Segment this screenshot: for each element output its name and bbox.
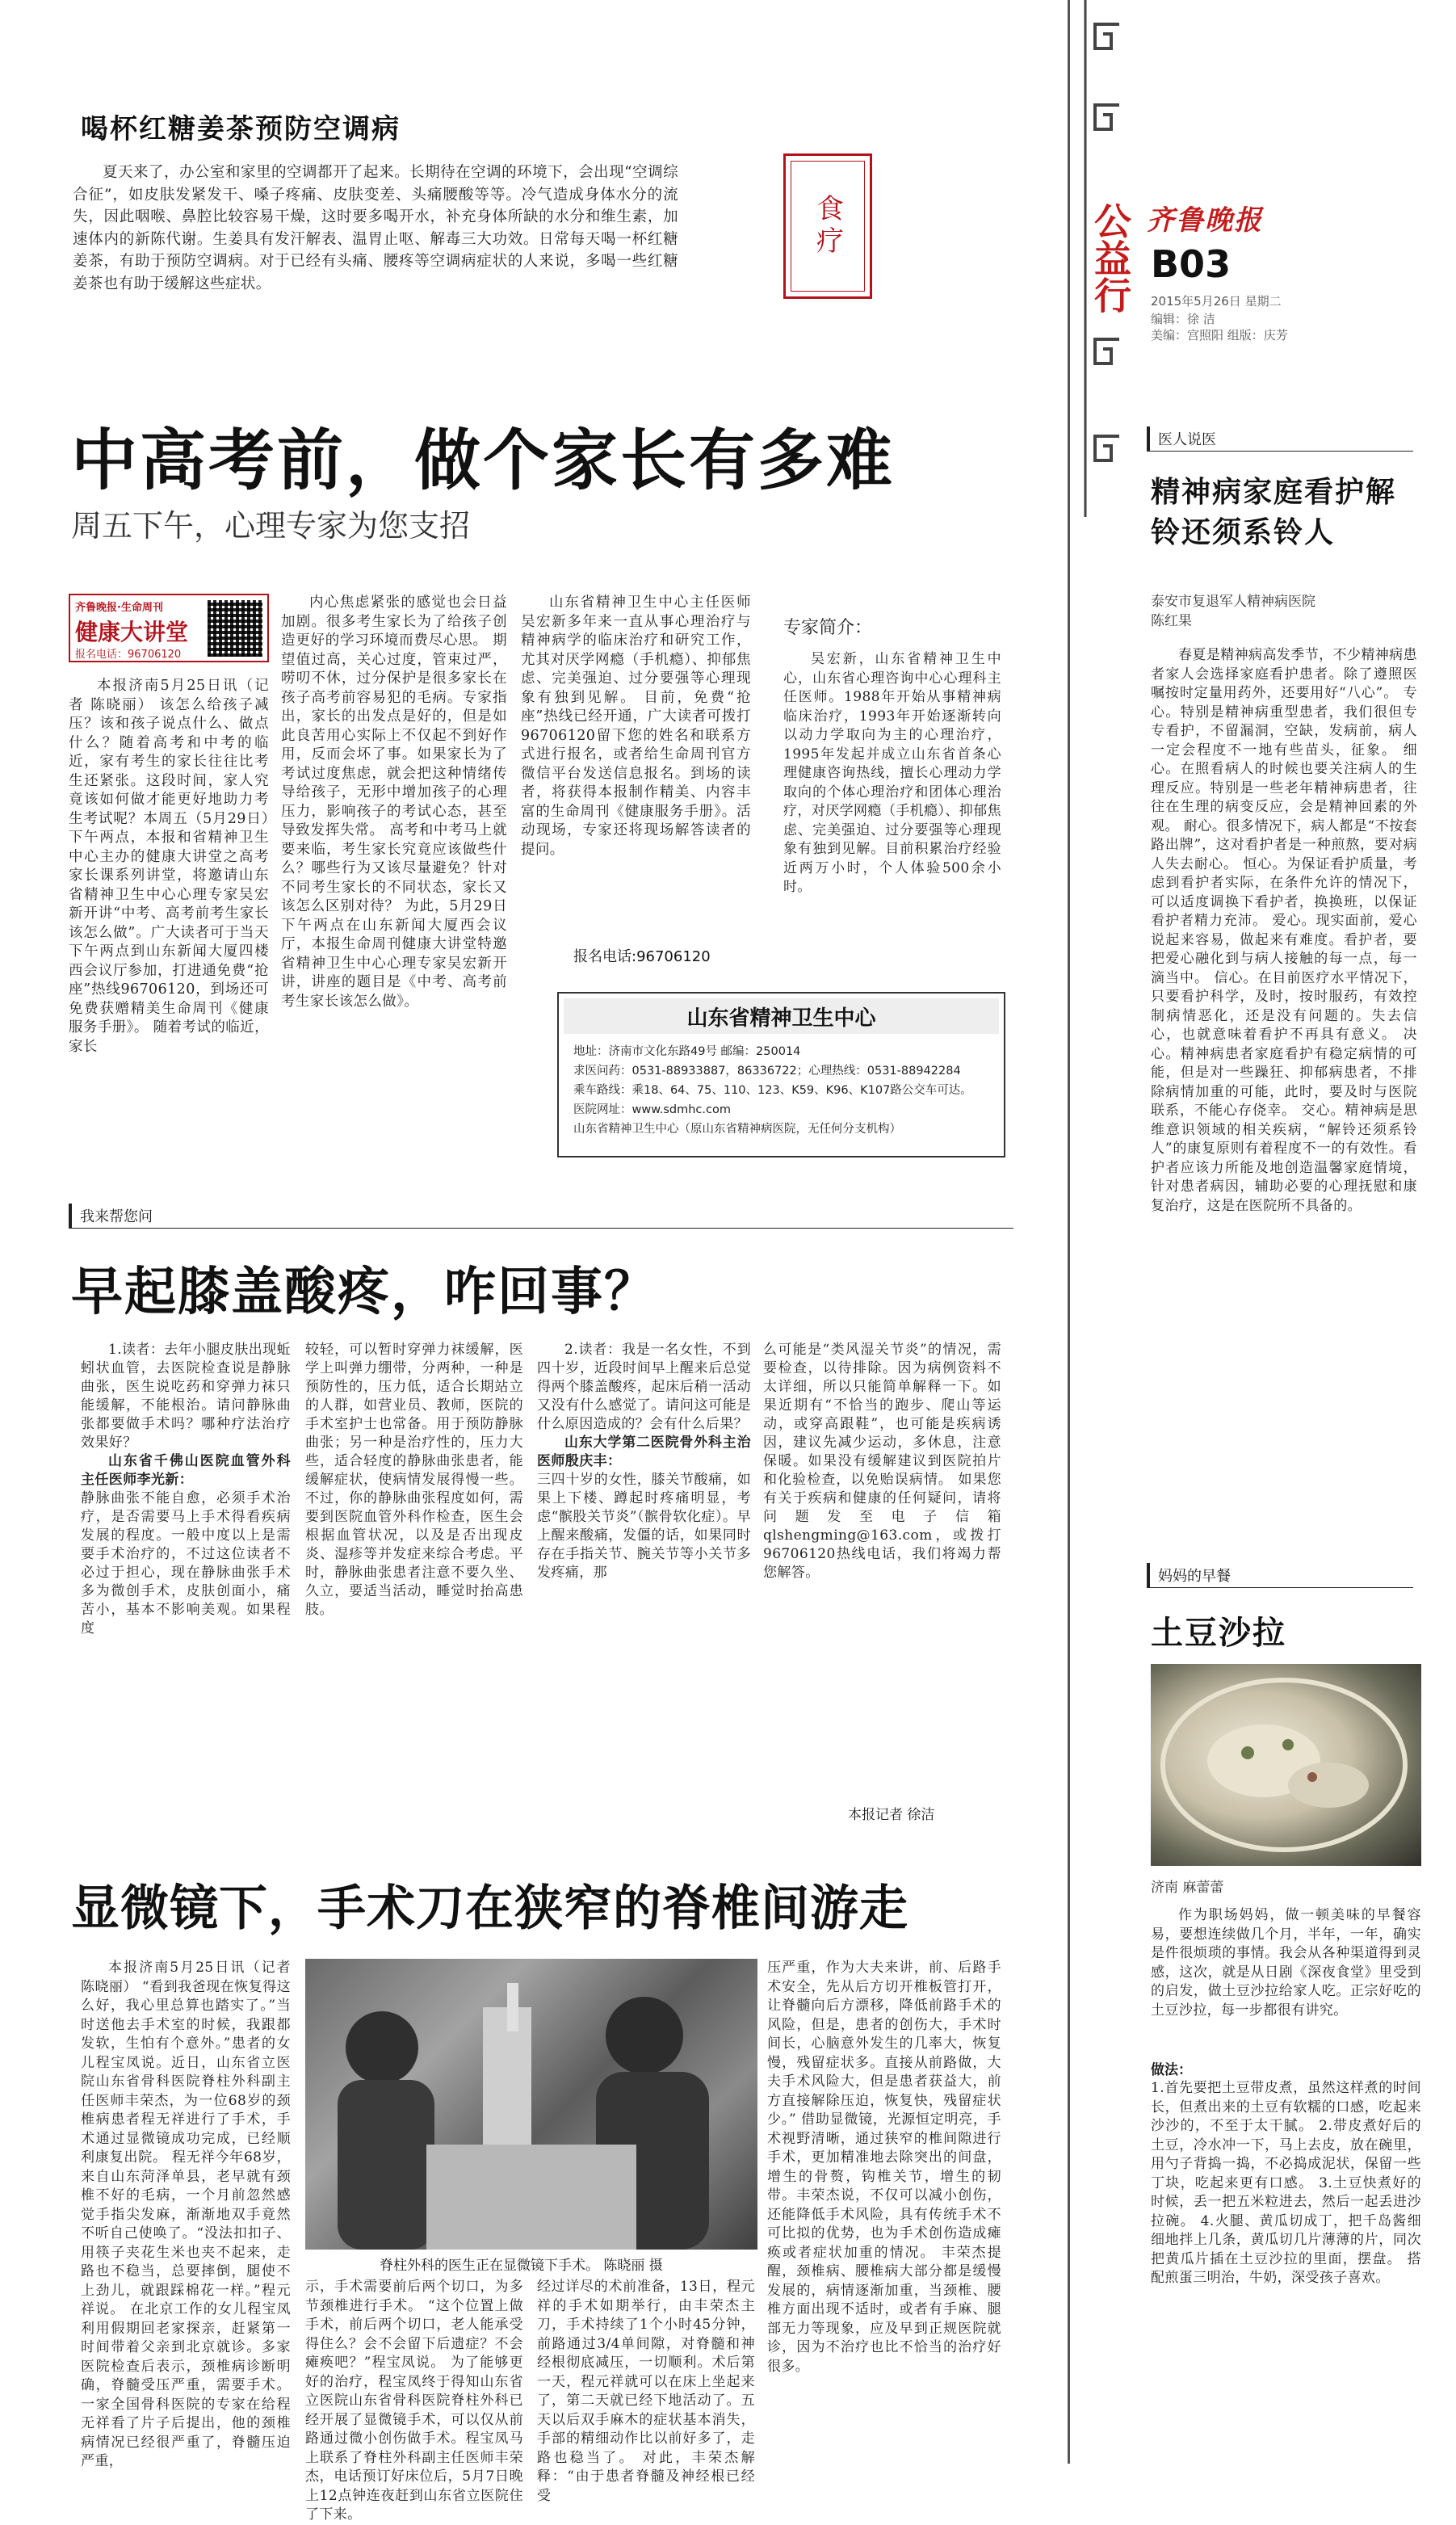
potato-method-title: 做法： <box>1151 2062 1192 2078</box>
diet-badge-text: 食疗 <box>811 194 844 258</box>
mental-article: 春夏是精神病高发季节，不少精神病患者家人会选择家庭看护患者。除了遵照医嘱按时定量用药外，还要用好“八心”。 专心。特别是精神病重型患者，我们很但专专看护，不留漏洞，空缺，发病前，病人一定会程度不一地有些苗头，征象。 细心。在照看病人的时候也要关注病人的生理反应。特别是一些老年精神病患者，往往在生理的病变反应，会是精神回素的外观。 耐心。很多情况下，病人都是“不按套路出牌”，这对看护者是一种煎熬，要对病人失去耐心。 恒心。为保证看护质量，考虑到看护者实际，在条件允许的情况下，可以适度调换下看护者，换换班，以保证看护者精力充沛。 爱心。现实面前，爱心说起来容易，做起来有难度。看护者，要把爱心融化到与病人接触的每一点，每一滴当中。 信心。在目前医疗水平情况下，只要看护科学，及时，按时服药，有效控制病情恶化，还是没有问题的。失去信心，也就意味着看护不再具有意义。 决心。精神病患者家庭看护有稳定病情的可能，但是对一些躁狂、抑郁病患者，不排除病情加重的可能，此时，要及时与医院联系，不能心存侥幸。 交心。精神病是思维意识领域的相关疾病，“解铃还须系铃人”的康复原则有着程度不一的有效性。看护者应该力所能及地创造温馨家庭情境，针对患者病因，辅助必要的心理抚慰和康复治疗，这是在医院所不具备的。 <box>1151 647 1417 1214</box>
tea-article: 夏天来了，办公室和家里的空调都开了起来。长期待在空调的环境下，会出现“空调综合征”，如皮肤发紧发干、嗓子疼痛、皮肤变差、头痛腰酸等等。冷气造成身体水分的流失，因此咽喉、鼻腔比较容易干燥，这时要多喝开水，补充身体所缺的水分和维生素，加速体内的新陈代谢。生姜具有发汗解表、温胃止呕、解毒三大功效。日常每天喝一杯红糖姜茶，有助于预防空调病。对于已经有头痛、腰疼等空调病症状的人来说，多喝一些红糖姜茶也有助于缓解这些症状。 <box>73 164 678 292</box>
mental-author-name: 陈红果 <box>1151 613 1192 629</box>
knee-col-2: 较轻，可以暂时穿弹力袜缓解，医学上叫弹力绷带，分两种，一种是预防性的，压力低，适合长期站立的人群，如营业员、教师，医院的手术室护士也常备。用于预防静脉曲张；另一种是治疗性的，压力大些，适合轻度的静脉曲张患者，能缓解症状，使病情发展得慢一些。不过，你的静脉曲张程度如何，需要到医院血管外科作检查，医生会根据血管状况，以及是否出现皮炎、湿疹等并发症来综合考虑。平时，静脉曲张患者注意不要久坐、久立，要适当活动，睡觉时抬高患肢。 <box>305 1342 523 1618</box>
editor-line: 编辑：徐 洁 <box>1151 312 1215 326</box>
knee-headline: 早起膝盖酸疼，咋回事？ <box>71 1262 657 1322</box>
surgery-photo <box>305 1959 757 2250</box>
salad-plate-illustration <box>1151 1664 1421 1866</box>
mental-author-org: 泰安市复退军人精神病医院 <box>1151 594 1315 610</box>
hospital-note: 山东省精神卫生中心（原山东省精神病医院，无任何分支机构） <box>573 1123 901 1136</box>
knee-byline: 本报记者 徐洁 <box>848 1807 935 1823</box>
exam-subheadline: 周五下午，心理专家为您支招 <box>71 508 471 544</box>
potato-section-tag: 妈妈的早餐 <box>1147 1563 1413 1588</box>
hospital-info-box <box>557 992 1005 1157</box>
potato-intro: 作为职场妈妈，做一顿美味的早餐容易，要想连续做几个月，半年，一年，确实是件很烦琐的事情。我会从各种渠道得到灵感，这次，就是从日剧《深夜食堂》里受到的启发，做土豆沙拉给家人吃。正宗好吃的土豆沙拉，每一步都很有讲究。 <box>1151 1907 1421 2019</box>
hospital-website[interactable]: 医院网址：www.sdmhc.com <box>573 1103 731 1116</box>
spine-col-3: 经过详尽的术前准备，13日，程元祥的手术如期举行，由丰荣杰主刀，手术持续了1个小时45分钟，前路通过3/4单间隙，对脊髓和神经根彻底减压，一切顺利。术后第一天，程元祥就可以在床上坐起来了，第二天就已经下地活动了。五天以后双手麻木的症状基本消失，手部的精细动作比以前好多了，走路也稳当了。 对此，丰荣杰解释：“由于患者脊髓及神经根已经受 <box>537 2279 755 2504</box>
surgeons-illustration <box>305 1959 757 2250</box>
knee-col-3: 2.读者：我是一名女性，不到四十岁，近段时间早上醒来后总觉得两个膝盖酸疼，起床后稍一活动又没有什么感觉了。请问这可能是什么原因造成的？会有什么后果？ 山东大学第二医院骨外科主治医师殷庆丰： 三四十岁的女性，膝关节酸痛，如果上下楼、蹲起时疼痛明显，考虑“髌股关节炎”（髌骨软化症）。早上醒来酸痛，发僵的话，如果同时存在手指关节、腕关节等小关节多发疼痛，那 <box>537 1342 751 1581</box>
hospital-phone: 求医问药：0531-88933887，86336722；心理热线：0531-88942284 <box>573 1065 961 1078</box>
art-editor-line: 美编：宫照阳 组版：庆芳 <box>1151 328 1288 342</box>
potato-steps: 1.首先要把土豆带皮煮，虽然这样煮的时间长，但煮出来的土豆有软糯的口感，吃起来沙沙的，不至于太干腻。 2.带皮煮好后的土豆，冷水冲一下，马上去皮，放在碗里，用勺子背捣一捣，不必捣成泥状，保留一些丁块，吃起来更有口感。 3.土豆快煮好的时候，丢一把五米粒进去，然后一起丢进沙拉碗。 4.火腿、黄瓜切成丁，把千岛酱细细地拌上几条，黄瓜切几片薄薄的片，同次把黄瓜片插在土豆沙拉的里面，摆盘。 搭配煎蛋三明治，牛奶，深受孩子喜欢。 <box>1151 2080 1421 2286</box>
right-column-divider <box>1068 0 1070 2464</box>
page-number: B03 <box>1151 242 1232 286</box>
qr-code-icon <box>208 600 262 657</box>
potato-headline: 土豆沙拉 <box>1151 1615 1286 1652</box>
potato-salad-photo <box>1151 1664 1421 1866</box>
hospital-address: 地址：济南市文化东路49号 邮编：250014 <box>573 1045 801 1058</box>
registration-phone: 报名电话:96706120 <box>573 948 711 965</box>
spine-col-2: 示，手术需要前后两个切口，为多节颈椎进行手术。 “这个位置上做手术，前后两个切口，老人能承受得住么？会不会留下后遗症？不会瘫痪吧？”程宝凤说。 为了能够更好的治疗，程宝凤终于得知山东省立医院山东省骨科医院脊柱外科已经开展了显微镜手术，可以仅从前路通过微小创伤做手术。程宝凤马上联系了脊柱外科副主任医师丰荣杰，电话预订好床位后，5月7日晚上12点钟连夜赶到山东省立医院住了下来。 <box>305 2279 523 2523</box>
exam-col-2: 内心焦虑紧张的感觉也会日益加剧。很多考生家长为了给孩子创造更好的学习环境而费尽心思。 期望值过高，关心过度，管束过严，唠叨不休，过分保护是很多家长在孩子高考前容易犯的毛病。专家指出，家长的出发点是好的，但是如此良苦用心实际上不仅起不到好作用，反而会坏了事。如果家长为了考试过度焦虑，就会把这种情绪传导给孩子，无形中增加孩子的心理压力，影响孩子的考试心态，甚至导致发挥失常。 高考和中考马上就要来临，考生家长究竟应该做些什么？哪些行为又该尽量避免？针对不同考生家长的不同状态，家长又该怎么区别对待？ 为此，5月29日下午两点在山东新闻大厦西会议厅，本报生命周刊健康大讲堂特邀省精神卫生中心心理专家吴宏新开讲，讲座的题目是《中考、高考前考生家长该怎么做》。 <box>281 594 507 1010</box>
exam-col-1: 本报济南5月25日讯（记者 陈晓丽） 该怎么给孩子减压？该和孩子说点什么、做点什么？随着高考和中考的临近，家有考生的家长往往比考生还紧张。这段时间，家人究竟该如何做才能更好地助力考生考试呢？本周五（5月29日）下午两点，本报和省精神卫生中心主办的健康大讲堂之高考家长课系列讲堂，将邀请山东省精神卫生中心心理专家吴宏新开讲“中考、高考前考生家长该怎么做”。广大读者可于当天下午两点到山东新闻大厦四楼西会议厅参加，打进通免费“抢座”热线96706120，到场还可免费获赠精美生命周刊《健康服务手册》。 随着考试的临近，家长 <box>69 678 269 1055</box>
newspaper-logo: 齐鲁晚报 <box>1147 204 1263 237</box>
mental-headline: 精神病家庭看护解铃还须系铃人 <box>1151 476 1397 549</box>
knee-col-1: 1.读者：去年小腿皮肤出现蚯蚓状血管，去医院检查说是静脉曲张，医生说吃药和穿弹力袜只能缓解，不能根治。请问静脉曲张都要做手术吗？哪种疗法治疗效果好？ 山东省千佛山医院血管外科主任医师李光新： 静脉曲张不能自愈，必须手术治疗，是否需要马上手术得看疾病发展的程度。一般中度以上是需要手术治疗的，不过这位读者不必过于担心，现在静脉曲张手术多为微创手术，皮肤创面小，痛苦小，基本不影响美观。如果程度 <box>81 1342 291 1636</box>
health-forum-logo: 齐鲁晚报·生命周刊 健康大讲堂 报名电话：96706120 <box>69 594 269 662</box>
hospital-name-bar: 山东省精神卫生中心 <box>564 998 999 1034</box>
spine-col-1: 本报济南5月25日讯（记者 陈晓丽） “看到我爸现在恢复得这么好，我心里总算也踏实了。”当时送他去手术室的时候，我跟都发软，生怕有个意外。”患者的女儿程宝凤说。近日，山东省立医院山东省骨科医院脊柱外科副主任医师丰荣杰，为一位68岁的颈椎病患者程无祥进行了手术，手术通过显微镜成功完成，已经顺利康复出院。 程无祥今年68岁，来自山东菏泽单县，老早就有颈椎不好的毛病，一个月前忽然感觉手指尖发麻，渐渐地双手竟然不听自己使唤了。“没法扣扣子、用筷子夹花生米也夹不起来，走路也不稳当，总要摔倒，腿使不上劲儿，就跟踩棉花一样。”程元祥说。 在北京工作的女儿程宝凤利用假期回老家探亲，赶紧第一时间带着父亲到北京就诊。多家医院检查后表示，颈椎病诊断明确，脊髓受压严重，需要手术。一家全国骨科医院的专家在给程无祥看了片子后提出，他的颈椎病情况已经很严重了，脊髓压迫严重， <box>81 1960 291 2469</box>
exam-headline: 中高考前，做个家长有多难 <box>71 422 896 499</box>
mental-section-tag: 医人说医 <box>1147 426 1413 452</box>
hospital-bus: 乘车路线：乘18、64、75、110、123、K59、K96、K107路公交车可达。 <box>573 1084 972 1097</box>
diet-badge <box>783 153 872 299</box>
photo-caption: 脊柱外科的医生正在显微镜下手术。 陈晓丽 摄 <box>380 2258 663 2274</box>
potato-author: 济南 麻蕾蕾 <box>1151 1880 1224 1896</box>
exam-col-3: 山东省精神卫生中心主任医师吴宏新多年来一直从事心理治疗与精神病学的临床治疗和研究工作，尤其对厌学网瘾（手机瘾）、抑郁焦虑、完美强迫、过分要强等心理现象有独到见解。 目前，免费“抢座”热线已经开通，广大读者可拨打96706120留下您的姓名和联系方式进行报名，或者给生命周刊官方微信平台发送信息报名。到场的读者，将获得本报制作精美、内容丰富的生命周刊《健康服务手册》。活动现场，专家还将现场解答读者的提问。 <box>521 594 751 858</box>
knee-section-tag: 我来帮您问 <box>69 1204 1013 1229</box>
spine-col-4: 压严重，作为大夫来讲，前、后路手术安全，先从后方切开椎板管打开，让脊髓向后方漂移，降低前路手术的风险，但是，患者的创伤大，手术时间长，心脑意外发生的几率大，恢复慢，残留症状多。直接从前路做，大夫手术风险大，但是患者获益大，前方直接解除压迫，恢复快，残留症状少。” 借助显微镜，光源恒定明亮，手术视野清晰，通过狭窄的椎间隙进行手术，更加精准地去除突出的间盘，增生的骨赘，钩椎关节，增生的韧带。丰荣杰说，不仅可以减小创伤，还能降低手术风险，具有传统手术不可比拟的优势，也为手术创伤造成瘫痪或者症状加重的情况。 丰荣杰提醒，颈椎病、腰椎病大部分都是缓慢发展的，病情逐渐加重，当颈椎、腰椎方面出现不适时，或者有手麻、腿部无力等现象，应及早到正规医院就诊，因为不治疗也比不恰当的治疗好很多。 <box>767 1960 1001 2375</box>
knee-col-4: 么可能是“类风湿关节炎”的情况，需要检查，以待排除。因为病例资料不太详细，所以只能简单解释一下。如果近期有“不恰当的跑步、爬山等运动，或穿高跟鞋”，也可能是疾病诱因，建议先减少运动，多休息，注意保暖。如果没有缓解建议到医院拍片和化验检查，以免贻误病情。 如果您有关于疾病和健康的任何疑问，请将问题发至电子信箱qlshengming@163.com，或拨打96706120热线电话，我们将竭力帮您解答。 <box>763 1342 1001 1581</box>
section-name: 公益行 <box>1089 202 1132 313</box>
expert-intro-title: 专家简介： <box>783 618 873 638</box>
expert-intro-body: 吴宏新，山东省精神卫生中心，山东省心理咨询中心心理科主任医师。1988年开始从事精神病临床治疗，1993年开始逐渐转向以动力学取向为主的心理治疗，1995年发起并成立山东省首条心理健康咨询热线，擅长心理动力学取向的个体心理治疗和团体心理治疗，对厌学网瘾（手机瘾）、抑郁焦虑、完美强迫、过分要强等心理现象有独到见解。目前积累治疗经验近两万小时，个人体验500余小时。 <box>783 651 1001 895</box>
date-line: 2015年5月26日 星期二 <box>1151 294 1282 309</box>
tea-title: 喝杯红糖姜茶预防空调病 <box>81 113 401 145</box>
spine-headline: 显微镜下，手术刀在狭窄的脊椎间游走 <box>71 1880 908 1937</box>
